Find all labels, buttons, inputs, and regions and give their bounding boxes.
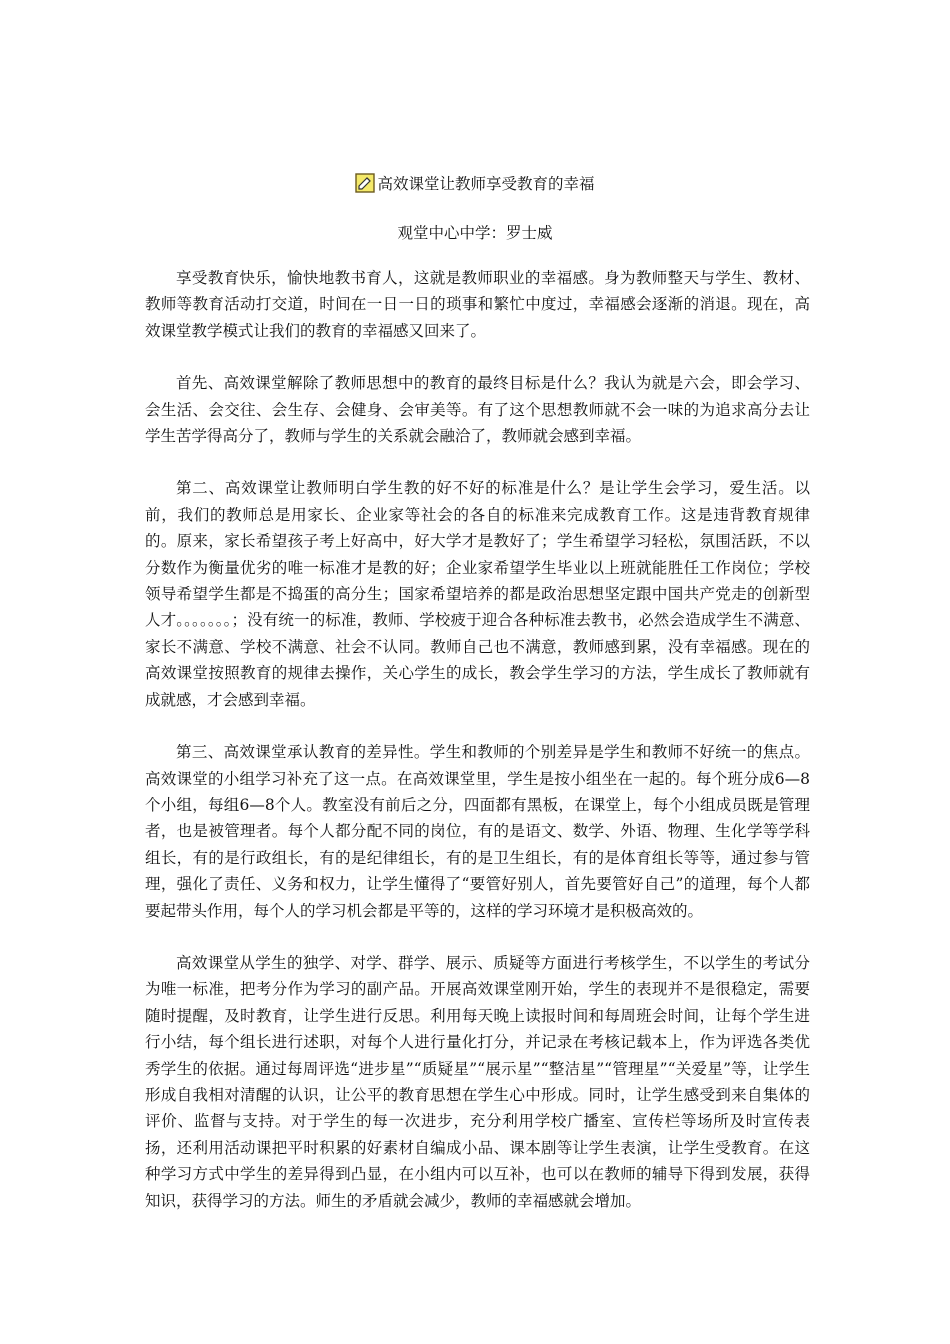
paragraph-2: 首先、高效课堂解除了教师思想中的教育的最终目标是什么？我认为就是六会，即会学习、会生活、会交往、会生存、会健身、会审美等。有了这个思想教师就不会一味的为追求高分去让学生苦学得高分了，教师与学生的关系就会融洽了，教师就会感到幸福。 bbox=[145, 374, 810, 446]
document-title: 高效课堂让教师享受教育的幸福 bbox=[377, 175, 595, 193]
note-icon bbox=[355, 173, 375, 193]
paragraph-5: 高效课堂从学生的独学、对学、群学、展示、质疑等方面进行考核学生，不以学生的考试分为唯一标准，把考分作为学习的副产品。开展高效课堂刚开始，学生的表现并不是很稳定，需要随时提醒，及时教育，让学生进行反思。利用每天晚上读报时间和每周班会时间，让每个学生进行小结，每个组长进行述职，对每个人进行量化打分，并记录在考核记载本上，作为评选各类优秀学生的依据。通过每周评选“进步星”“质疑星”“展示星”“整洁星”“管理星”“关爱星”等，让学生形成自我相对清醒的认识，让公平的教育思想在学生心中形成。同时，让学生感受到来自集体的评价、监督与支持。对于学生的每一次进步，充分利用学校广播室、宣传栏等场所及时宣传表扬，还利用活动课把平时积累的好素材自编成小品、课本剧等让学生表演，让学生受教育。在这种学习方式中学生的差异得到凸显，在小组内可以互补，也可以在教师的辅导下得到发展，获得知识，获得学习的方法。师生的矛盾就会减少，教师的幸福感就会增加。 bbox=[145, 953, 810, 1210]
document-author: 观堂中心中学：罗士威 bbox=[397, 224, 553, 242]
paragraph-3: 第二、高效课堂让教师明白学生教的好不好的标准是什么？是让学生会学习，爱生活。以前，我们的教师总是用家长、企业家等社会的各自的标准来完成教育工作。这是违背教育规律的。原来，家长希望孩子考上好高中，好大学才是教好了；学生希望学习轻松，氛围活跃，不以分数作为衡量优劣的唯一标准才是教的好；企业家希望学生毕业以上班就能胜任工作岗位；学校领导希望学生都是不捣蛋的高分生；国家希望培养的都是政治思想坚定跟中国共产党走的创新型人才。。。。。。。；没有统一的标准，教师、学校疲于迎合各种标准去教书，必然会造成学生不满意、家长不满意、学校不满意、社会不认同。教师自己也不满意，教师感到累，没有幸福感。现在的高效课堂按照教育的规律去操作，关心学生的成长，教会学生学习的方法，学生成长了教师就有成就感，才会感到幸福。 bbox=[145, 479, 810, 709]
document-title-row bbox=[0, 170, 950, 198]
paragraph-1: 享受教育快乐，愉快地教书育人，这就是教师职业的幸福感。身为教师整天与学生、教材、教师等教育活动打交道，时间在一日一日的琐事和繁忙中度过，幸福感会逐渐的消退。现在，高效课堂教学模式让我们的教育的幸福感又回来了。 bbox=[145, 269, 810, 340]
document-body bbox=[145, 265, 810, 1240]
paragraph-4: 第三、高效课堂承认教育的差异性。学生和教师的个别差异是学生和教师不好统一的焦点。高效课堂的小组学习补充了这一点。在高效课堂里，学生是按小组坐在一起的。每个班分成6—8个小组，每组6—8个人。教室没有前后之分，四面都有黑板，在课堂上，每个小组成员既是管理者，也是被管理者。每个人都分配不同的岗位，有的是语文、数学、外语、物理、生化学等学科组长，有的是行政组长，有的是纪律组长，有的是卫生组长，有的是体育组长等等，通过参与管理，强化了责任、义务和权力，让学生懂得了“要管好别人，首先要管好自己”的道理，每个人都要起带头作用，每个人的学习机会都是平等的，这样的学习环境才是积极高效的。 bbox=[145, 743, 810, 920]
